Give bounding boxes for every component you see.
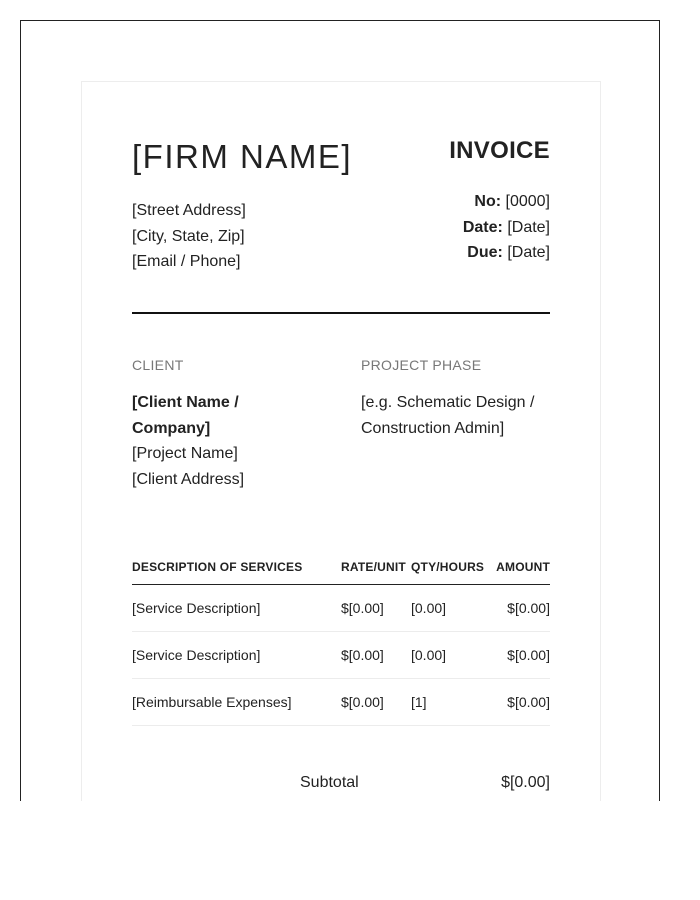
invoice-number-value: [0000] [505,193,550,210]
column-header-description: DESCRIPTION OF SERVICES [132,560,303,574]
invoice-page [81,81,601,801]
table-row-2-description: [Service Description] [132,647,261,663]
project-phase-label: PROJECT PHASE [361,357,482,373]
column-header-rate: RATE/UNIT [341,560,406,574]
table-row-2-qty: [0.00] [411,647,447,663]
client-project-name: [Project Name] [132,445,238,462]
invoice-date [463,219,550,237]
table-row-1-rate: $[0.00] [341,600,384,616]
invoice-date-label: Date: [462,219,503,236]
table-row-1-description: [Service Description] [132,600,261,616]
invoice-number [474,193,550,211]
table-row-divider [132,678,550,679]
firm-email-phone: [Email / Phone] [132,253,241,270]
table-row-3-rate: $[0.00] [341,694,384,710]
invoice-due-value: [Date] [507,244,550,261]
client-address: [Client Address] [132,471,245,488]
invoice-due [467,244,550,262]
client-name-line1: [Client Name / [132,394,239,411]
table-row-3-description: [Reimbursable Expenses] [132,694,292,710]
table-row-2-amount: $[0.00] [507,647,550,663]
column-header-qty: QTY/HOURS [411,560,485,574]
invoice-due-label: Due: [467,244,503,261]
header-divider [132,312,550,314]
project-phase-line2: Construction Admin] [361,420,505,437]
table-row-3-amount: $[0.00] [507,694,550,710]
firm-name: [FIRM NAME] [132,138,352,175]
client-label: CLIENT [132,357,184,373]
invoice-date-value: [Date] [507,219,550,236]
table-row-divider [132,725,550,726]
table-row-1-qty: [0.00] [411,600,447,616]
table-row-3-qty: [1] [411,694,427,710]
table-header-divider [132,584,550,585]
invoice-title: INVOICE [449,137,550,164]
client-name-line2: Company] [132,420,211,437]
column-header-amount: AMOUNT [496,560,550,574]
table-row-2-rate: $[0.00] [341,647,384,663]
subtotal-label: Subtotal [300,774,359,791]
firm-street-address: [Street Address] [132,202,246,219]
subtotal-value: $[0.00] [501,774,550,791]
invoice-number-label: No: [474,193,502,210]
table-row-divider [132,631,550,632]
table-row-1-amount: $[0.00] [507,600,550,616]
firm-city-state-zip: [City, State, Zip] [132,228,245,245]
project-phase-line1: [e.g. Schematic Design / [361,394,535,411]
